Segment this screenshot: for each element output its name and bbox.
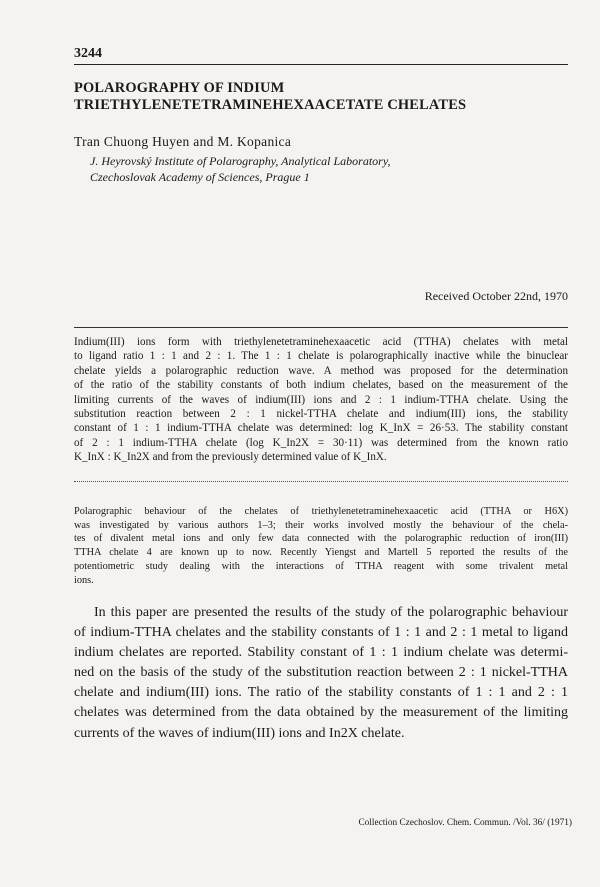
- abstract-line: K_InX : K_In2X and from the previously determined value of K_InX.: [74, 451, 387, 464]
- body-line: In this paper are presented the results of the study of the polarographic behaviour: [94, 605, 568, 620]
- intro-line: Polarographic behaviour of the chelates of triethylenetetraminehexaacetic acid (TTHA or H6X): [74, 506, 568, 517]
- abstract-line: constant of 1 : 1 indium-TTHA chelate was determined: log K_InX = 26·53. The stability constant: [74, 422, 568, 435]
- introduction-body: [74, 603, 568, 744]
- title-line: POLAROGRAPHY OF INDIUM: [74, 80, 285, 96]
- abstract-line: of 2 : 1 indium-TTHA chelate (log K_In2X = 30·11) was determined from the known ratio: [74, 436, 568, 449]
- introduction-small-print: [74, 505, 568, 587]
- intro-line: tes of divalent metal ions and only few data connected with the polarographic reduction of iron(III): [74, 533, 568, 545]
- body-line: currents of the waves of indium(III) ions and In2X chelate.: [74, 725, 405, 741]
- body-line: ned on the basis of the study of the substitution reaction between 2 : 1 nickel-TTHA: [74, 665, 568, 681]
- intro-line: TTHA chelate 4 are known up to now. Recently Yiengst and Martell 5 reported the results of the: [74, 547, 568, 559]
- abstract: [74, 335, 568, 465]
- article-title: [74, 80, 568, 114]
- abstract-line: limiting currents of the waves of indium(III) ions and 2 : 1 indium-TTHA chelate. Using the: [74, 393, 568, 406]
- affiliation-line: Czechoslovak Academy of Sciences, Prague 1: [90, 170, 310, 184]
- body-line: of indium-TTHA chelates and the stability constants of 1 : 1 and 2 : 1 metal to ligand: [74, 625, 568, 641]
- body-line: chelates was determined from the data obtained by the measurement of the limiting: [74, 705, 568, 721]
- journal-footer: Collection Czechoslov. Chem. Commun. /Vol. 36/ (1971): [358, 818, 572, 828]
- intro-line: potentiometric study dealing with the interactions of TTHA reagent with some trivalent metal: [74, 560, 568, 572]
- abstract-line: substitution reaction between 2 : 1 nickel-TTHA chelate and indium(III) ions, the stability: [74, 408, 568, 421]
- abstract-line: Indium(III) ions form with triethylenetetraminehexaacetic acid (TTHA) chelates with metal: [74, 336, 568, 348]
- abstract-line: of the ratio of the stability constants of both indium chelates, based on the measurement of the: [74, 379, 568, 392]
- abstract-line: chelate yields a polarographic reduction wave. A method was proposed for the determination: [74, 364, 568, 377]
- abstract-top-rule: [74, 327, 568, 328]
- body-line: indium chelates are reported. Stability constant of 1 : 1 indium chelate was determi-: [74, 645, 568, 661]
- affiliation: [90, 153, 391, 185]
- authors: Tran Chuong Huyen and M. Kopanica: [74, 134, 292, 149]
- title-line: TRIETHYLENETETRAMINEHEXAACETATE CHELATES: [74, 97, 467, 113]
- affiliation-line: J. Heyrovský Institute of Polarography, Analytical Laboratory,: [90, 154, 391, 168]
- received-date: Received October 22nd, 1970: [424, 289, 568, 303]
- intro-line: was investigated by various authors 1–3; their works involved mostly the behaviour of the chela-: [74, 519, 568, 531]
- page-number: 3244: [74, 46, 102, 61]
- header-rule: [74, 64, 568, 65]
- intro-line: ions.: [74, 574, 94, 586]
- body-line: chelate and indium(III) ions. The ratio of the stability constants of 1 : 1 and 2 : 1: [74, 685, 568, 701]
- abstract-bottom-rule: [74, 481, 568, 482]
- abstract-line: to ligand ratio 1 : 1 and 2 : 1. The 1 : 1 chelate is polarographically inactive while the binuclear: [74, 350, 568, 363]
